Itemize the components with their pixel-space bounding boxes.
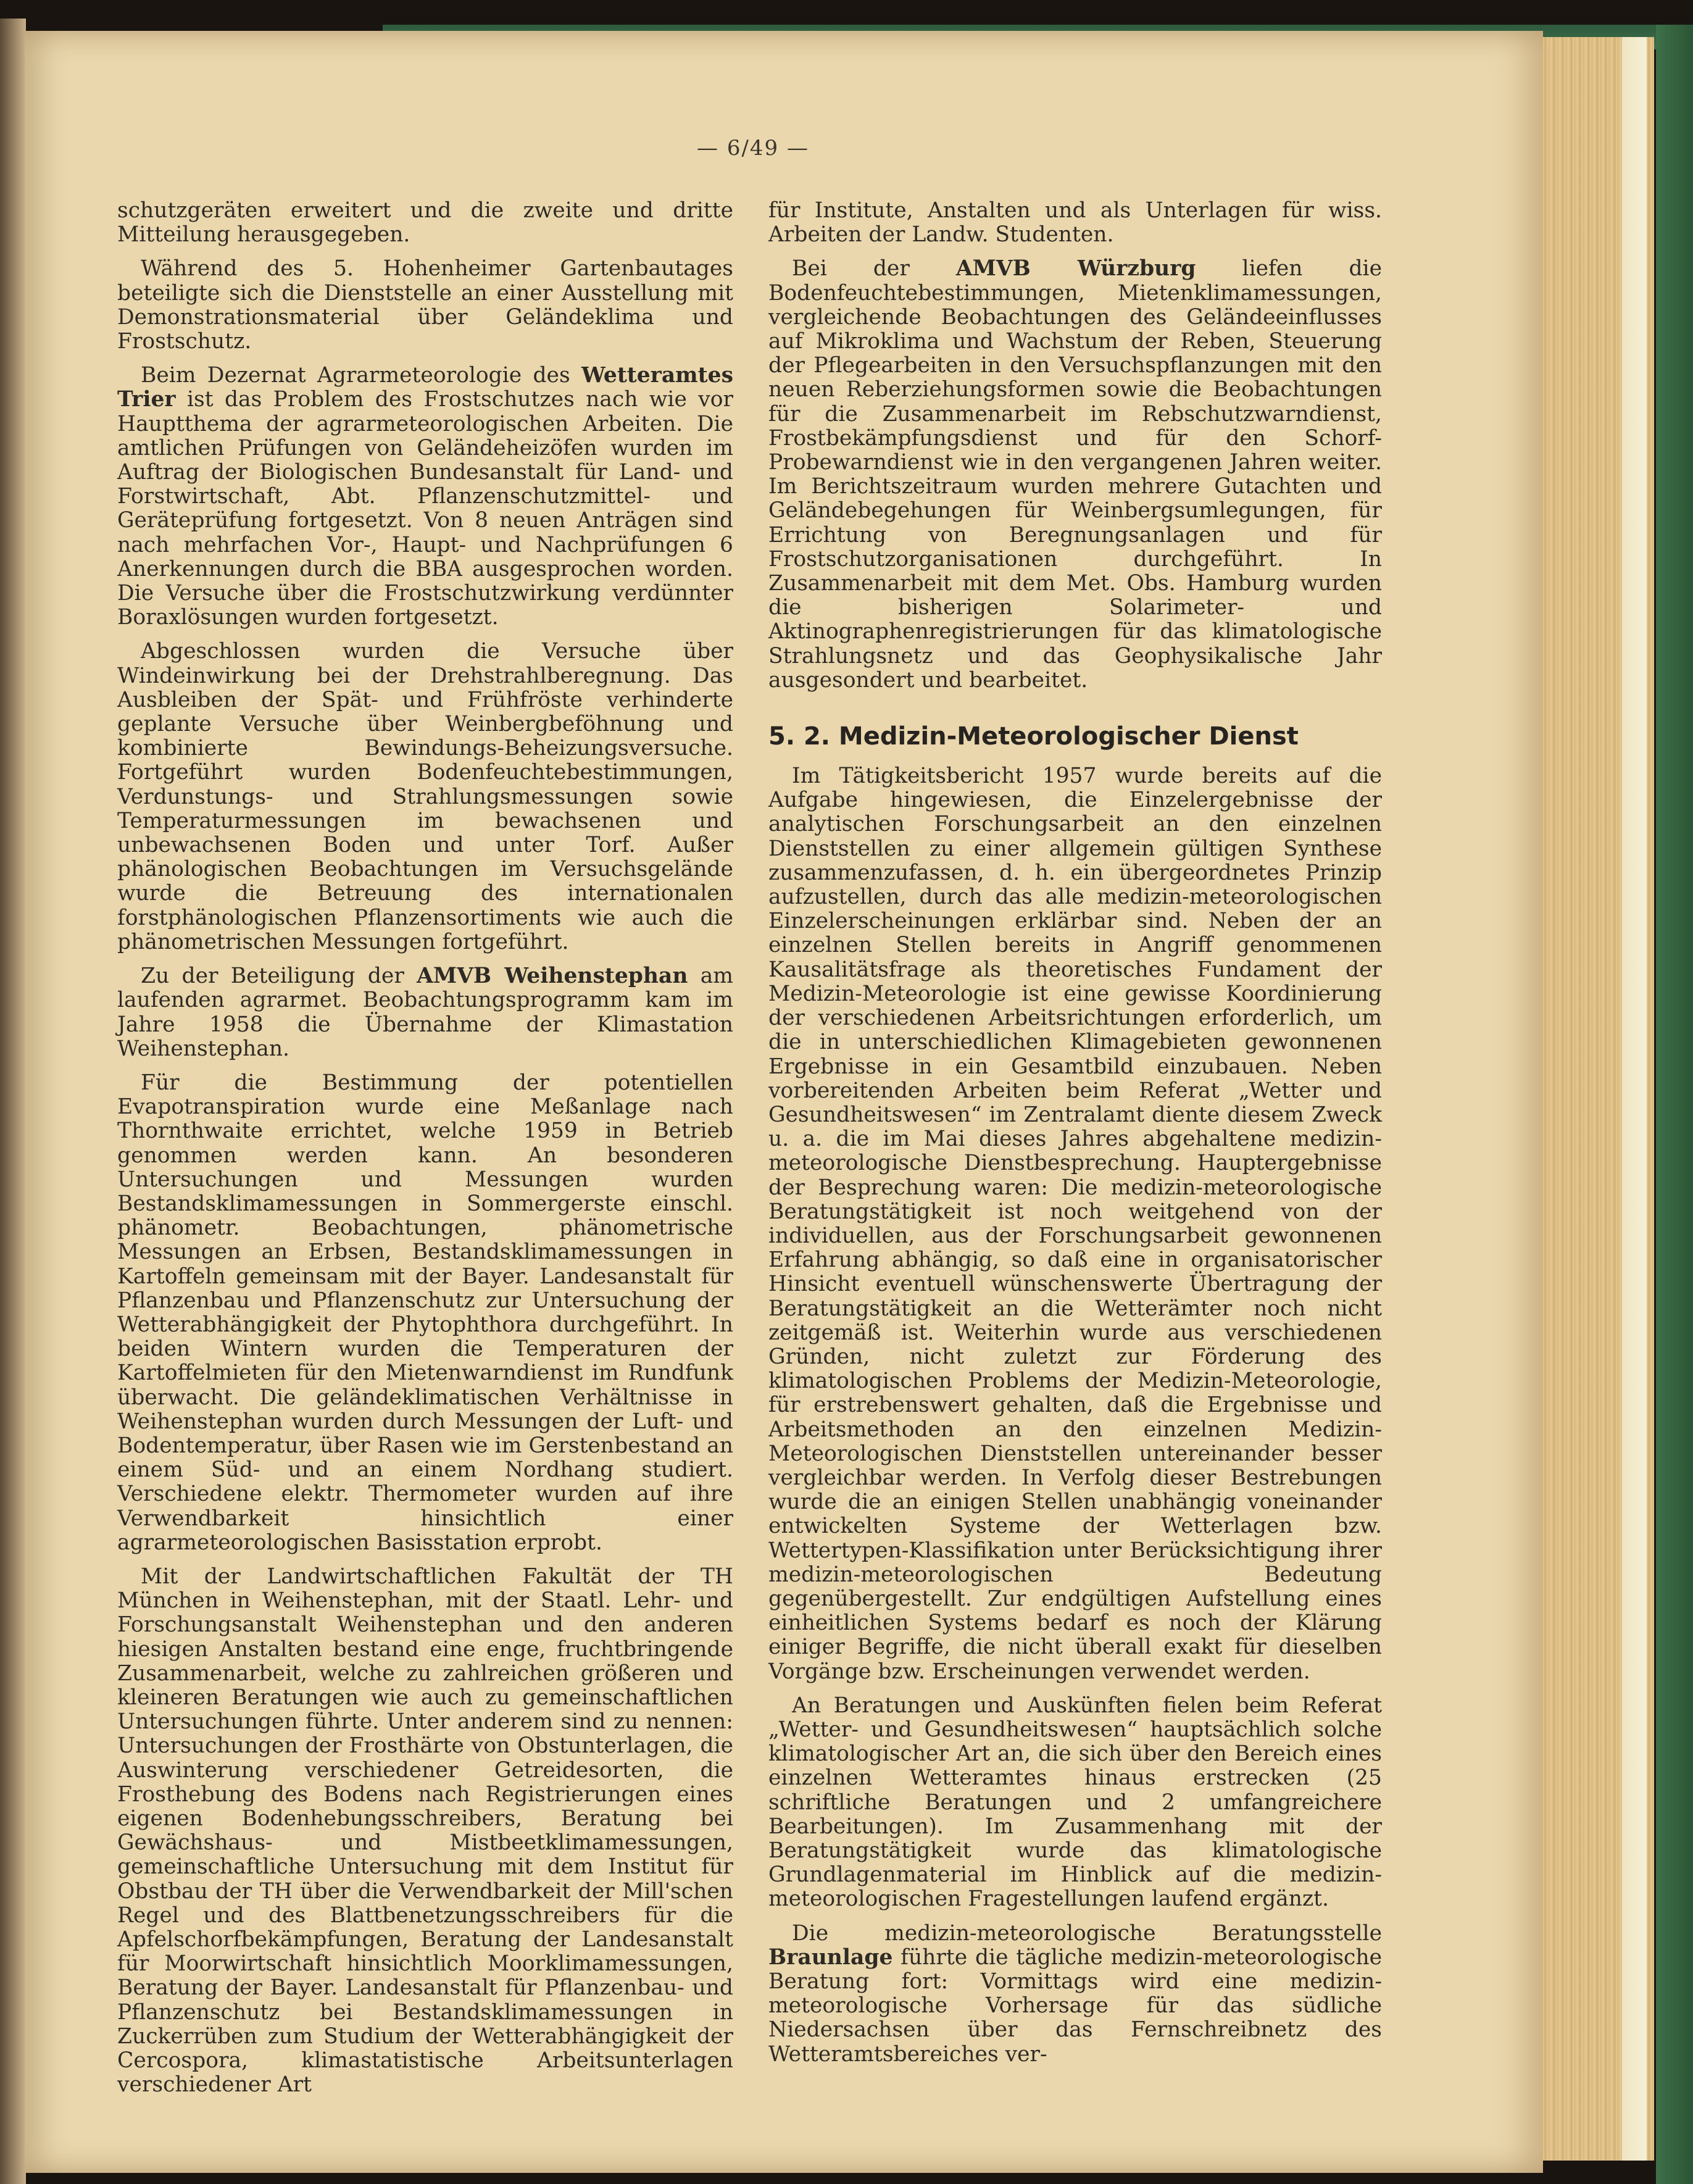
- paragraph-text: liefen die Bodenfeuchtebestimmungen, Mietenklimamessungen, vergleichende Beobachtungen des Geländeeinflusses auf Mikroklima und Wachstum der Reben, Steuerung der Pflegearbeiten in den Versuchspflanzungen mit den neuen Reberziehungsformen sowie die Beobachtungen für die Zusammenarbeit im Rebschutzwarndienst, Frostbekämpfungsdienst und für den Schorf-Probewarndienst wie in den vergangenen Jahren weiter. Im Berichtszeitraum wurden mehrere Gutachten und Geländebegehungen für Weinbergsumlegungen, für Errichtung von Beregnungsanlagen und für Frostschutzorganisationen durchgeführt. In Zusammenarbeit mit dem Met. Obs. Hamburg wurden die bisherigen Solarimeter- und Aktinographenregistrierungen für das klimatologische Strahlungsnetz und das Geophysikalische Jahr ausgesondert und bearbeitet.: [768, 256, 1383, 693]
- right-column: [768, 199, 1382, 2077]
- paragraph-text: Während des 5. Hohenheimer Gartenbautages beteiligte sich die Dienststelle an einer Ausstellung mit Demonstrationsmaterial über Geländeklima und Frostschutz.: [117, 256, 733, 354]
- page-edges: [1531, 37, 1654, 2161]
- paragraph-bold-text: AMVB Weihenstephan: [417, 964, 688, 989]
- paragraph-text: Im Tätigkeitsbericht 1957 wurde bereits auf die Aufgabe hingewiesen, die Einzelergebnisse der analytischen Forschungsarbeit an den einzelnen Dienststellen zu einer allgemein gültigen Synthese zusammenzufassen, d. h. ein übergeordnetes Prinzip aufzustellen, durch das alle medizin-meteorologischen Einzelerscheinungen erklärbar sind. Neben der an einzelnen Stellen bereits in Angriff genommenen Kausalitätsfrage als theoretisches Fundament der Medizin-Meteorologie ist eine gewisse Koordinierung der verschiedenen Arbeitsrichtungen erforderlich, um die in unterschiedlichen Klimagebieten gewonnenen Ergebnisse in ein Gesamtbild einzubauen. Neben vorbereitenden Arbeiten beim Referat „Wetter und Gesundheitswesen“ im Zentralamt diente diesem Zweck u. a. die im Mai dieses Jahres abgehaltene medizin-meteorologische Dienstbesprechung. Hauptergebnisse der Besprechung waren: Die medizin-meteorologische Beratungstätigkeit ist noch weitgehend von der individuellen, aus der Forschungsarbeit gewonnenen Erfahrung abhängig, so daß eine in organisatorischer Hinsicht eventuell wünschenswerte Übertragung der Beratungstätigkeit an die Wetterämter noch nicht zeitgemäß ist. Weiterhin wurde aus verschiedenen Gründen, nicht zuletzt zur Förderung des klimatologischen Problems der Medizin-Meteorologie, für erstrebenswert gehalten, daß die Ergebnisse und Arbeitsmethoden an den einzelnen Medizin-Meteorologischen Dienststellen untereinander besser vergleichbar werden. In Verfolg dieser Bestrebungen wurde die an einigen Stellen unabhängig voneinander entwickelten Systeme der Wetterlagen bzw. Wettertypen-Klassifikation unter Berücksichtigung ihrer medizin-meteorologischen Bedeutung gegenübergestellt. Zur endgültigen Aufstellung eines einheitlichen Systems bedarf es noch der Klärung einiger Begriffe, die nicht überall exakt für dieselben Vorgänge bzw. Erscheinungen verwendet werden.: [768, 764, 1382, 1684]
- previous-page-edge: [0, 19, 26, 2184]
- book-cover-right: [1656, 25, 1693, 2184]
- paragraph: [117, 199, 733, 247]
- right-column-top: [768, 199, 1382, 693]
- paragraph-text: Mit der Landwirtschaftlichen Fakultät der TH München in Weihenstephan, mit der Staatl. Lehr- und Forschungsanstalt Weihenstephan und den anderen hiesigen Anstalten bestand eine enge, fruchtbringende Zusammenarbeit, welche zu zahlreichen größeren und kleineren Beratungen wie auch zu gemeinschaftlichen Untersuchungen führte. Unter anderem sind zu nennen: Untersuchungen der Frosthärte von Obstunterlagen, die Auswinterung verschiedener Getreidesorten, die Frosthebung des Bodens nach Registrierungen eines eigenen Bodenhebungsschreibers, Beratung bei Gewächshaus- und Mistbeetklimamessungen, gemeinschaftliche Untersuchung mit dem Institut für Obstbau der TH über die Verwendbarkeit der Mill'schen Regel und des Blattbenetzungsschreibers für die Apfelschorfbekämpfungen, Beratung der Landesanstalt für Moorwirtschaft hinsichtlich Moorklimamessungen, Beratung der Bayer. Landesanstalt für Pflanzenbau- und Pflanzenschutz bei Bestandsklimamessungen in Zuckerrüben zum Studium der Wetterabhängigkeit der Cercospora, klimastatistische Arbeitsunterlagen verschiedener Art: [117, 1564, 733, 2098]
- paragraph-bold-text: Braunlage: [768, 1944, 893, 1970]
- paragraph-text: ist das Problem des Frostschutzes nach wie vor Hauptthema der agrarmeteorologischen Arbeiten. Die amtlichen Prüfungen von Geländeheizöfen wurden im Auftrag der Biologischen Bundesanstalt für Land- und Forstwirtschaft, Abt. Pflanzenschutzmittel- und Geräteprüfung fortgesetzt. Von 8 neuen Anträgen sind nach mehrfachen Vor-, Haupt- und Nachprüfungen 6 Anerkennungen durch die BBA ausgesprochen worden. Die Versuche über die Frostschutzwirkung verdünnter Boraxlösungen wurden fortgesetzt.: [117, 387, 733, 630]
- paragraph: [117, 364, 733, 630]
- paragraph: [117, 257, 733, 354]
- paragraph-text: An Beratungen und Auskünften fielen beim Referat „Wetter- und Gesundheitswesen“ hauptsächlich solche klimatologischer Art an, die sich über den Bereich eines einzelnen Wetteramtes hinaus erstrecken (25 schriftliche Beratungen und 2 umfangreichere Bearbeitungen). Im Zusammenhang mit der Beratungstätigkeit wurde das klimatologische Grundlagenmaterial im Hinblick auf die medizin-meteorologischen Fragestellungen laufend ergänzt.: [768, 1693, 1382, 1912]
- paragraph: [768, 1694, 1382, 1912]
- paragraph-text: führte die tägliche medizin-meteorologische Beratung fort: Vormittags wird eine medizin-meteorologische Vorhersage für das südliche Niedersachsen über das Fernschreibnetz des Wetteramtsbereiches ver-: [768, 1944, 1382, 2067]
- paragraph-text: am laufenden agrarmet. Beobachtungsprogramm kam im Jahre 1958 die Übernahme der Klimastation Weihenstephan.: [117, 964, 734, 1061]
- paragraph-bold-text: AMVB Würzburg: [955, 256, 1196, 281]
- paragraph: [768, 199, 1382, 247]
- paragraph-text: Für die Bestimmung der potentiellen Evapotranspiration wurde eine Meßanlage nach Thornthwaite errichtet, welche 1959 in Betrieb genommen werden kann. An besonderen Untersuchungen und Messungen wurden Bestandsklimamessungen in Sommergerste einschl. phänometr. Beobachtungen, phänometrische Messungen an Erbsen, Bestandsklimamessungen in Kartoffeln gemeinsam mit der Bayer. Landesanstalt für Pflanzenbau und Pflanzenschutz zur Untersuchung der Wetterabhängigkeit der Phytophthora durchgeführt. In beiden Wintern wurden die Temperaturen der Kartoffelmieten für den Mietenwarndienst im Rundfunk überwacht. Die geländeklimatischen Verhältnisse in Weihenstephan wurden durch Messungen der Luft- und Bodentemperatur, über Rasen wie im Gerstenbestand an einem Süd- und an einem Nordhang studiert. Verschiedene elektr. Thermometer wurden auf ihre Verwendbarkeit hinsichtlich einer agrarmeteorologischen Basisstation erprobt.: [117, 1070, 733, 1555]
- paragraph-text: Abgeschlossen wurden die Versuche über Windeinwirkung bei der Drehstrahlberegnung. Das Ausbleiben der Spät- und Frühfröste verhinderte geplante Versuche über Weinbergbeföhnung und kombinierte Bewindungs-Beheizungsversuche. Fortgeführt wurden Bodenfeuchtebestimmungen, Verdunstungs- und Strahlungsmessungen sowie Temperaturmessungen im bewachsenen und unbewachsenen Boden und unter Torf. Außer phänologischen Beobachtungen im Versuchsgelände wurde die Betreuung des internationalen forstphänologischen Pflanzensortiments wie auch die phänometrischen Messungen fortgeführt.: [117, 639, 733, 954]
- paragraph: [768, 257, 1382, 693]
- paragraph: [117, 640, 733, 954]
- paragraph: [117, 1565, 733, 2097]
- right-column-bottom: [768, 764, 1382, 2067]
- paragraph-text: Die medizin-meteorologische Beratungsstelle: [792, 1920, 1382, 1946]
- paragraph: [768, 764, 1382, 1684]
- paragraph-bold-text: Wetteramtes Trier: [117, 363, 733, 412]
- paragraph: [117, 1071, 733, 1555]
- paragraph-text: Bei der: [792, 256, 956, 281]
- paragraph: [117, 964, 733, 1061]
- paragraph: [768, 1922, 1382, 2067]
- paragraph-text: Beim Dezernat Agrarmeteorologie des: [141, 363, 581, 388]
- left-column: [117, 199, 733, 2107]
- paragraph-text: für Institute, Anstalten und als Unterlagen für wiss. Arbeiten der Landw. Studenten.: [768, 198, 1382, 248]
- document-page: [25, 31, 1543, 2173]
- paragraph-text: schutzgeräten erweitert und die zweite und dritte Mitteilung herausgegeben.: [117, 198, 733, 248]
- section-heading: 5. 2. Medizin-Meteorologischer Dienst: [768, 722, 1299, 751]
- page-number: — 6/49 —: [697, 136, 809, 160]
- paragraph-text: Zu der Beteiligung der: [141, 964, 417, 989]
